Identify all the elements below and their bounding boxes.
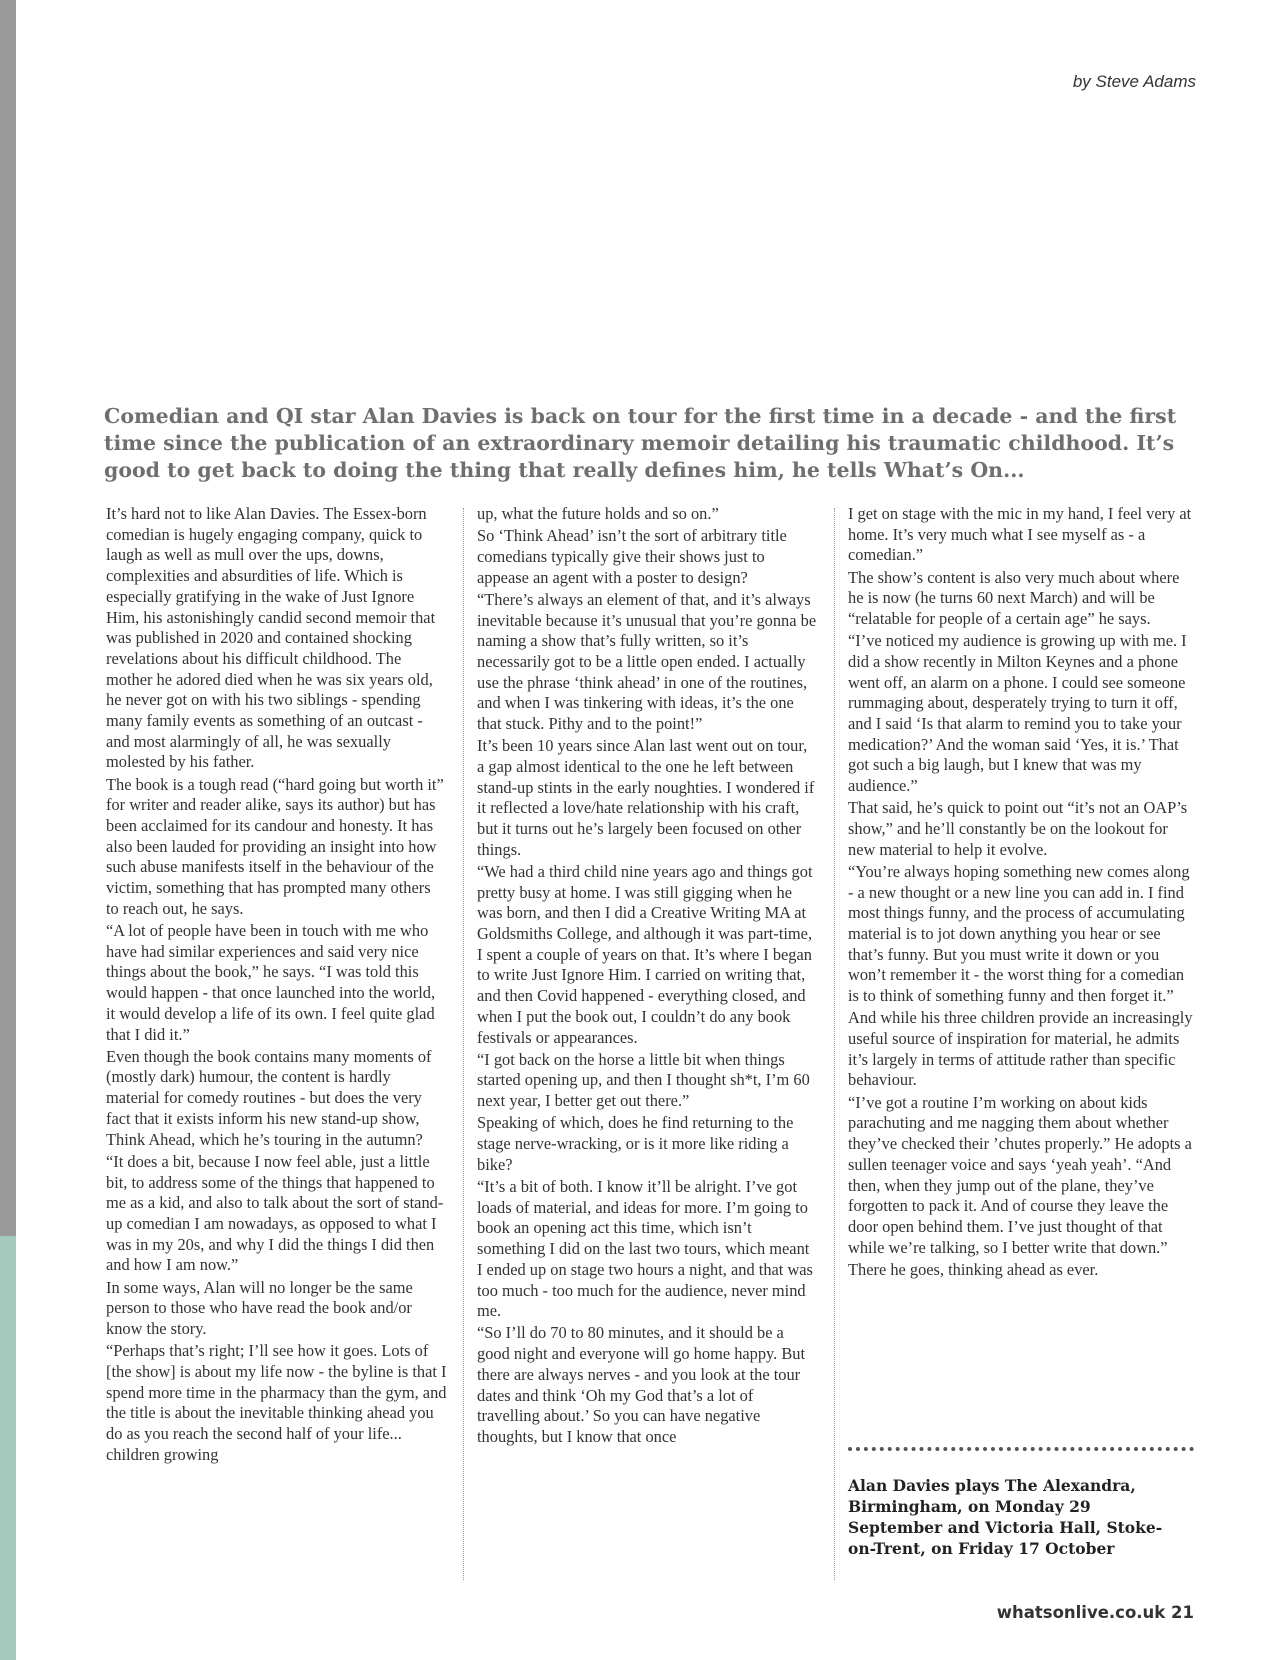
- paragraph: “It’s a bit of both. I know it’ll be alright. I’ve got loads of material, and ideas for more. I’m going to book an opening act this time, which isn’t something I did on the last two tours, which meant I ended up on stage two hours a night, and that was too much - too much for the audience, never mind me.: [477, 1177, 813, 1321]
- article-column-3: [848, 504, 1194, 1282]
- paragraph: “A lot of people have been in touch with me who have had similar experiences and said very nice things about the book,” he says. “I was told this would happen - that once launched into the world, it would develop a life of its own. I feel quite glad that I did it.”: [106, 921, 436, 1044]
- paragraph: I get on stage with the mic in my hand, I feel very at home. It’s very much what I see myself as - a comedian.”: [848, 504, 1192, 565]
- paragraph: Speaking of which, does he find returning to the stage nerve-wracking, or is it more like riding a bike?: [477, 1113, 794, 1174]
- paragraph: “So I’ll do 70 to 80 minutes, and it should be a good night and everyone will go home happy. But there are always nerves - and you look at the tour dates and think ‘Oh my God that’s a lot of travelling about.’ So you can have negative thoughts, but I know that once: [477, 1323, 806, 1446]
- page-footer: whatsonlive.co.uk 21: [996, 1603, 1194, 1622]
- paragraph: “We had a third child nine years ago and things got pretty busy at home. I was still gigging when he was born, and then I did a Creative Writing MA at Goldsmiths College, and although it was part-time, I spent a couple of years on that. It’s where I began to write Just Ignore Him. I carried on writing that, and then Covid happened - everything closed, and when I put the book out, I couldn’t do any book festivals or appearances.: [477, 861, 813, 1047]
- paragraph: It’s been 10 years since Alan last went out on tour, a gap almost identical to the one he left between stand-up stints in the early noughties. I wondered if it reflected a love/hate relationship with his craft, but it turns out he’s largely been focused on other things.: [477, 736, 815, 859]
- standfirst: Comedian and QI star Alan Davies is back on tour for the first time in a decade - and the first time since the publication of an extraordinary memoir detailing his traumatic childhood. It’s good to get back to doing the thing that really defines him, he tells What’s On...: [104, 404, 1177, 482]
- paragraph: In some ways, Alan will no longer be the same person to those who have read the book and/or know the story.: [106, 1277, 413, 1338]
- tour-dates-info: Alan Davies plays The Alexandra, Birmingham, on Monday 29 September and Victoria Hall, Stoke-on-Trent, on Friday 17 October: [848, 1476, 1163, 1558]
- column-divider: [834, 508, 835, 1580]
- paragraph: “It does a bit, because I now feel able, just a little bit, to address some of the things that happened to me as a kid, and also to talk about the sort of stand-up comedian I am nowadays, as opposed to what I was in my 20s, and why I did the things I did then and how I am now.”: [106, 1151, 444, 1275]
- paragraph: That said, he’s quick to point out “it’s not an OAP’s show,” and he’ll constantly be on the lookout for new material to help it evolve.: [848, 798, 1188, 859]
- article-column-1: [106, 504, 447, 1467]
- paragraph: up, what the future holds and so on.”: [477, 504, 719, 523]
- byline: by Steve Adams: [1072, 72, 1196, 91]
- paragraph: “I’ve noticed my audience is growing up with me. I did a show recently in Milton Keynes and a phone went off, an alarm on a phone. I could see someone rummaging about, desperately trying to turn it off, and I said ‘Is that alarm to remind you to take your medication?’ And the woman said ‘Yes, it is.’ That got such a big laugh, but I knew that was my audience.”: [848, 631, 1187, 796]
- paragraph: There he goes, thinking ahead as ever.: [848, 1259, 1099, 1279]
- paragraph: The show’s content is also very much about where he is now (he turns 60 next March) and will be “relatable for people of a certain age” he says.: [848, 567, 1180, 629]
- page-edge-accent: [0, 1236, 16, 1660]
- paragraph: And while his three children provide an increasingly useful source of inspiration for material, he admits it’s largely in terms of attitude rather than specific behaviour.: [848, 1008, 1193, 1090]
- paragraph: “I got back on the horse a little bit when things started opening up, and then I thought sh*t, I’m 60 next year, I better get out there.”: [477, 1049, 810, 1111]
- dotted-separator: [848, 1447, 1194, 1451]
- paragraph: The book is a tough read (“hard going but worth it” for writer and reader alike, says its author) but has been acclaimed for its candour and honesty. It has also been lauded for providing an insight into how such abuse manifests itself in the behaviour of the victim, something that has prompted many others to reach out, he says.: [106, 774, 444, 918]
- article-column-2: [477, 504, 817, 1449]
- paragraph: It’s hard not to like Alan Davies. The Essex-born comedian is hugely engaging company, quick to laugh as well as mull over the ups, downs, complexities and absurdities of life. Which is especially gratifying in the wake of Just Ignore Him, his astonishingly candid second memoir that was published in 2020 and contained shocking revelations about his difficult childhood. The mother he adored died when he was six years old, he never got on with his two siblings - spending many family events as something of an outcast - and most alarmingly of all, he was sexually molested by his father.: [106, 504, 436, 772]
- column-divider: [463, 508, 464, 1580]
- paragraph: “There’s always an element of that, and it’s always inevitable because it’s unusual that you’re gonna be naming a show that’s fully written, so it’s necessarily got to be a little open ended. I actually use the phrase ‘think ahead’ in one of the routines, and when I was tinkering with ideas, it’s the one that stuck. Pithy and to the point!”: [477, 589, 817, 734]
- paragraph: “Perhaps that’s right; I’ll see how it goes. Lots of [the show] is about my life now - the byline is that I spend more time in the pharmacy than the gym, and the title is about the inevitable thinking ahead you do as you reach the second half of your life... children growing: [106, 1341, 447, 1464]
- paragraph: “I’ve got a routine I’m working on about kids parachuting and me nagging them about whether they’ve checked their ’chutes properly.” He adopts a sullen teenager voice and says ‘yeah yeah’. “And then, when they jump out of the plane, they’ve forgotten to pack it. And of course they leave the door open behind them. I’ve just thought of that while we’re talking, so I better write that down.”: [848, 1092, 1192, 1257]
- paragraph: So ‘Think Ahead’ isn’t the sort of arbitrary title comedians typically give their shows just to appease an agent with a poster to design?: [477, 526, 787, 587]
- paragraph: “You’re always hoping something new comes along - a new thought or a new line you can add in. I find most things funny, and the process of accumulating material is to jot down anything you hear or see that’s funny. But you must write it down or you won’t remember it - the worst thing for a comedian is to think of something funny and then forget it.”: [848, 861, 1190, 1006]
- paragraph: Even though the book contains many moments of (mostly dark) humour, the content is hardly material for comedy routines - but does the very fact that it exists inform his new stand-up show, Think Ahead, which he’s touring in the autumn?: [106, 1046, 432, 1149]
